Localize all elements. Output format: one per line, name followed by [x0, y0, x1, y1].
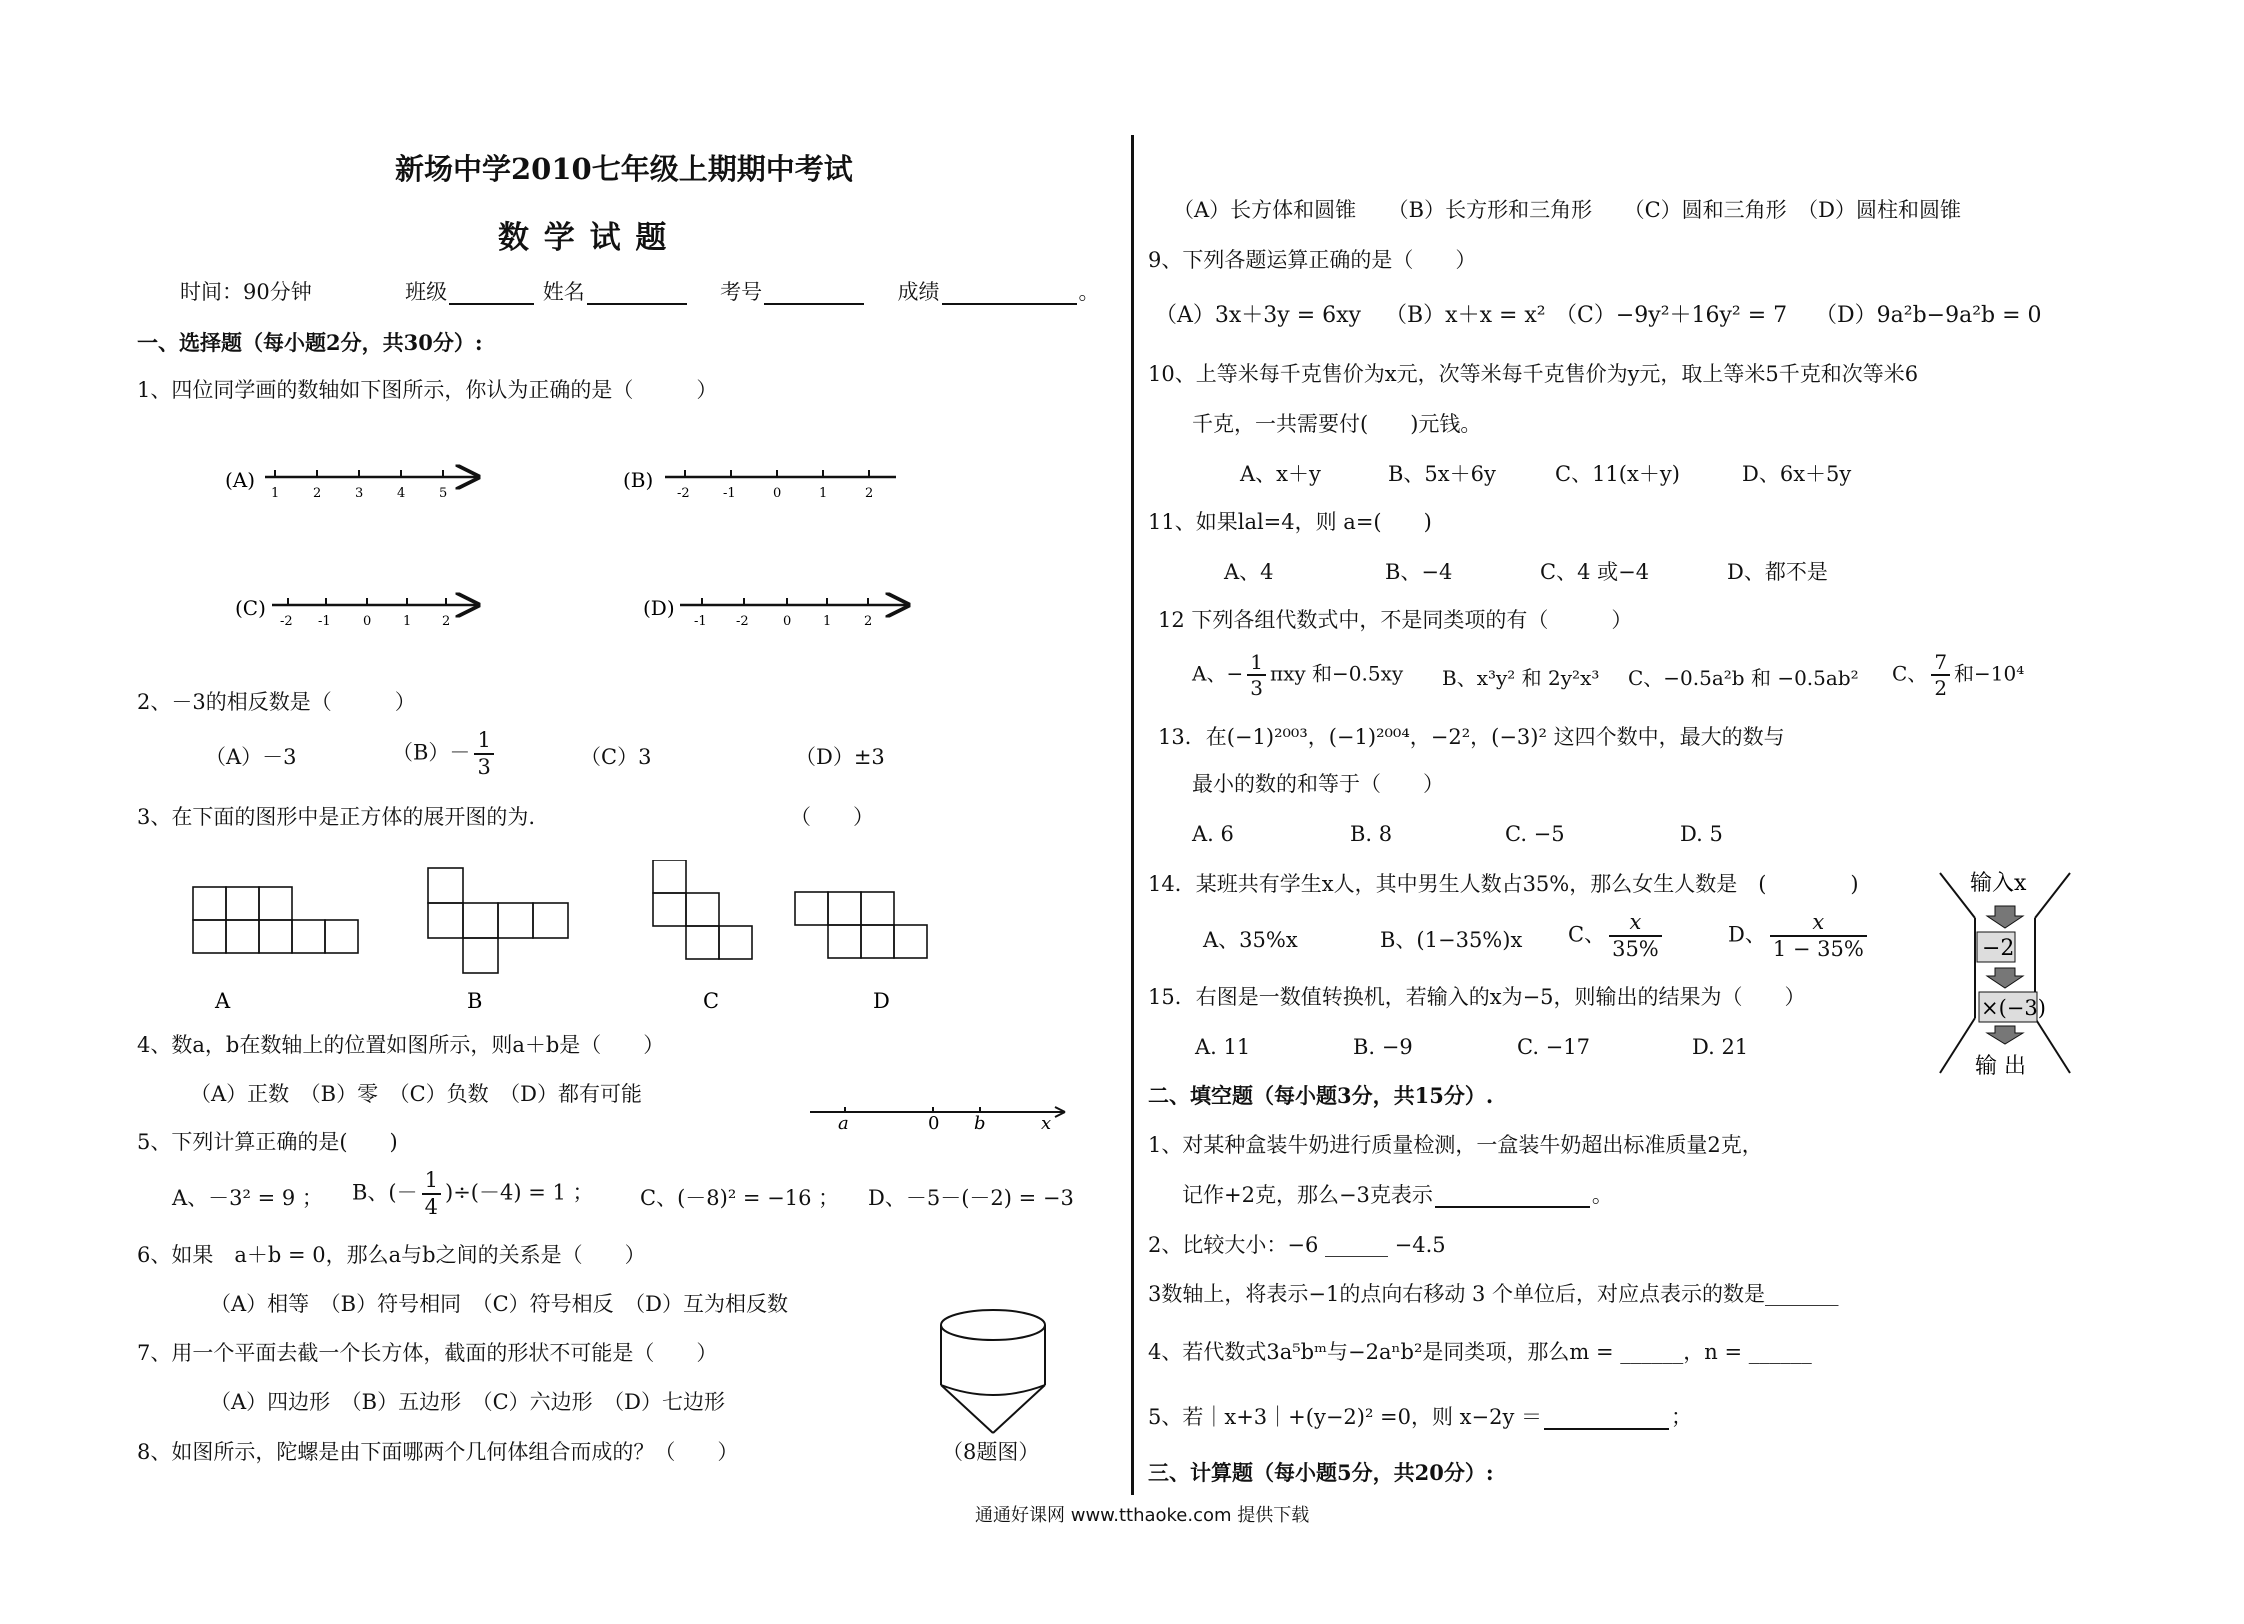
machine-step2: ×(−3) — [1981, 996, 2046, 1020]
number-label: 考号 — [720, 280, 763, 304]
q14-option-a: A、35%x — [1203, 928, 1298, 952]
q3-net-b — [428, 868, 568, 973]
q7-options: （A）四边形 （B）五边形 （C）六边形 （D）七边形 — [210, 1390, 726, 1414]
q3-label-d: D — [873, 989, 890, 1013]
q10-option-d: D、6x＋5y — [1742, 462, 1852, 486]
q11-option-c: C、4 或−4 — [1540, 560, 1650, 584]
class-label: 班级 — [405, 280, 448, 304]
q10-stem-line1: 10、上等米每千克售价为x元，次等米每千克售价为y元，取上等米5千克和次等米6 — [1148, 362, 1919, 386]
info-end: 。 — [1078, 280, 1100, 304]
q1-number-lines — [220, 455, 950, 635]
q1-d-label: (D) — [643, 596, 675, 620]
q10-option-b: B、5x＋6y — [1388, 462, 1496, 486]
q1-stem: 1、四位同学画的数轴如下图所示，你认为正确的是（ ） — [137, 378, 718, 402]
q13-option-a: A. 6 — [1192, 822, 1234, 846]
name-blank[interactable] — [587, 281, 687, 305]
q12-option-b: B、x³y² 和 2y²x³ — [1442, 666, 1600, 690]
q4-options: （A）正数 （B）零 （C）负数 （D）都有可能 — [190, 1082, 643, 1106]
q1-c-ticks — [280, 598, 450, 629]
q6-stem: 6、如果 a＋b = 0，那么a与b之间的关系是（ ） — [137, 1243, 646, 1267]
svg-text:4: 4 — [397, 486, 406, 501]
q4-stem: 4、数a，b在数轴上的位置如图所示，则a＋b是（ ） — [137, 1033, 665, 1057]
svg-text:1: 1 — [823, 614, 832, 629]
name-label: 姓名 — [542, 280, 585, 304]
q2-option-a: （A）－3 — [205, 745, 297, 769]
q13-option-c: C. −5 — [1505, 822, 1565, 846]
q9-option-a: （A）3x＋3y = 6xy — [1155, 303, 1361, 328]
section-2-heading: 二、填空题（每小题3分，共15分）. — [1148, 1083, 1494, 1108]
q12-option-c: C、−0.5a²b 和 −0.5ab² — [1628, 666, 1859, 690]
svg-text:0: 0 — [783, 614, 792, 629]
svg-text:-2: -2 — [736, 614, 749, 629]
svg-text:-2: -2 — [677, 486, 690, 501]
q11-option-a: A、4 — [1224, 560, 1274, 584]
q14-option-d: D、 $\frac{x}{1 - 35\%}$ — [1728, 910, 1871, 962]
svg-text:-1: -1 — [318, 614, 331, 629]
q9-option-b: （B）x＋x = x² — [1385, 303, 1546, 328]
q15-option-d: D. 21 — [1692, 1035, 1749, 1059]
svg-text:2: 2 — [313, 486, 322, 501]
q9-option-c: （C）−9y²＋16y² = 7 — [1555, 303, 1788, 328]
svg-text:-2: -2 — [280, 614, 293, 629]
q1-b-ticks — [677, 470, 873, 501]
machine-output-label: 输 出 — [1975, 1054, 2026, 1079]
svg-text:0: 0 — [363, 614, 372, 629]
q3-cube-nets — [185, 860, 935, 1020]
q1-c-label: (C) — [235, 596, 266, 620]
fill-1-line2: 记作+2克，那么−3克表示 。 — [1182, 1183, 1613, 1207]
svg-text:-1: -1 — [694, 614, 707, 629]
svg-text:-1: -1 — [723, 486, 736, 501]
exam-info-row — [180, 280, 1100, 305]
q3-stem: 3、在下面的图形中是正方体的展开图的为. — [137, 805, 536, 829]
q3-net-c — [653, 860, 752, 959]
q3-net-d — [795, 892, 927, 958]
q8-caption: （8题图） — [942, 1440, 1040, 1464]
q7-stem: 7、用一个平面去截一个长方体，截面的形状不可能是（ ） — [137, 1341, 718, 1365]
q5-stem: 5、下列计算正确的是( ) — [137, 1130, 398, 1154]
q10-stem-line2: 千克，一共需要付( )元钱。 — [1192, 412, 1482, 436]
q3-label-c: C — [703, 989, 720, 1013]
page-footer: 通通好课网 www.tthaoke.com 提供下载 — [975, 1505, 1310, 1526]
q13-stem-line2: 最小的数的和等于（ ） — [1192, 772, 1444, 796]
section-1-heading: 一、选择题（每小题2分，共30分）: — [137, 330, 483, 355]
q9-stem: 9、下列各题运算正确的是（ ） — [1148, 248, 1477, 272]
q6-options: （A）相等 （B）符号相同 （C）符号相反 （D）互为相反数 — [210, 1292, 789, 1316]
q2-option-c: （C）3 — [580, 745, 652, 769]
q13-stem-line1: 13．在(−1)²⁰⁰³，(−1)²⁰⁰⁴，−2²，(−3)² 这四个数中，最大的数与 — [1158, 725, 1785, 749]
q13-option-b: B. 8 — [1350, 822, 1393, 846]
q14-option-b: B、(1−35%)x — [1380, 928, 1523, 952]
class-blank[interactable] — [449, 281, 534, 305]
section-3-heading: 三、计算题（每小题5分，共20分）: — [1148, 1460, 1494, 1485]
svg-text:2: 2 — [442, 614, 451, 629]
machine-step1: −2 — [1982, 936, 2015, 961]
q12-stem: 12 下列各组代数式中，不是同类项的有（ ） — [1158, 608, 1633, 632]
fill-1-line1: 1、对某种盒装牛奶进行质量检测，一盒装牛奶超出标准质量2克， — [1148, 1133, 1763, 1157]
q12-option-a: A、− $\frac{1}{3}$ πxy 和−0.5xy — [1192, 650, 1404, 700]
number-blank[interactable] — [764, 281, 864, 305]
q9-option-d: （D）9a²b−9a²b = 0 — [1815, 303, 2042, 328]
q2-option-b: （B）－ $\frac{1}{3}$ — [392, 728, 498, 780]
q13-option-d: D. 5 — [1680, 822, 1723, 846]
q2-stem: 2、－3的相反数是（ ） — [137, 690, 416, 714]
svg-text:1: 1 — [271, 486, 280, 501]
q15-option-a: A. 11 — [1195, 1035, 1251, 1059]
q4-axis-zero: 0 — [928, 1113, 940, 1134]
q5-option-b: B、(－ $\frac{1}{4}$ )÷(－4) = 1 ； — [352, 1168, 594, 1220]
exam-title: 新场中学2010七年级上期期中考试 — [395, 152, 853, 186]
q11-option-d: D、都不是 — [1727, 560, 1828, 584]
q1-a-label: (A) — [225, 468, 256, 492]
svg-text:2: 2 — [865, 486, 874, 501]
q3-label-a: A — [215, 989, 231, 1013]
fill-2: 2、比较大小：−6 ______ −4.5 — [1148, 1233, 1446, 1257]
score-label: 成绩 — [897, 280, 940, 304]
q8-options: （A）长方体和圆锥 （B）长方形和三角形 （C）圆和三角形 （D）圆柱和圆锥 — [1173, 198, 1961, 222]
exam-subtitle: 数 学 试 题 — [498, 220, 669, 256]
machine-input-label: 输入x — [1970, 871, 2027, 896]
q14-stem: 14．某班共有学生x人，其中男生人数占35%，那么女生人数是 ( ) — [1148, 872, 1859, 896]
fill-5: 5、若｜x+3｜+(y−2)² =0，则 x−2y ＝ ； — [1148, 1405, 1693, 1429]
q4-axis-a: a — [838, 1113, 849, 1134]
fill-4: 4、若代数式3a⁵bᵐ与−2aⁿb²是同类项，那么m = ______，n = ______ — [1148, 1340, 1812, 1364]
svg-text:0: 0 — [773, 486, 782, 501]
score-blank[interactable] — [942, 281, 1077, 305]
q4-number-line — [805, 1095, 1095, 1135]
q10-option-a: A、x＋y — [1240, 462, 1321, 486]
q15-option-c: C. −17 — [1517, 1035, 1590, 1059]
q10-option-c: C、11(x＋y) — [1555, 462, 1680, 486]
svg-text:5: 5 — [439, 486, 448, 501]
q5-option-a: A、－3² = 9 ； — [172, 1186, 323, 1210]
column-divider — [1131, 135, 1134, 1495]
q1-d-ticks — [694, 598, 872, 629]
q15-conversion-machine — [1935, 868, 2075, 1080]
q8-top-figure — [930, 1305, 1060, 1445]
q15-stem: 15．右图是一数值转换机，若输入的x为−5，则输出的结果为（ ） — [1148, 985, 1806, 1009]
q4-axis-b: b — [974, 1113, 986, 1134]
fill-5-blank[interactable] — [1544, 1406, 1669, 1430]
fill-1-blank[interactable] — [1435, 1184, 1590, 1208]
q2-option-d: （D）±3 — [795, 745, 885, 769]
q8-stem: 8、如图所示，陀螺是由下面哪两个几何体组合而成的？（ ） — [137, 1440, 739, 1464]
q11-stem: 11、如果lal=4，则 a=( ) — [1148, 510, 1432, 534]
q3-net-a — [193, 887, 358, 953]
q1-b-label: (B) — [623, 468, 654, 492]
q3-paren: （ ） — [790, 805, 874, 829]
svg-text:3: 3 — [355, 486, 364, 501]
q3-label-b: B — [467, 989, 483, 1013]
svg-text:2: 2 — [864, 614, 873, 629]
q12-option-d: C、 $\frac{7}{2}$ 和−10⁴ — [1892, 650, 2025, 700]
svg-text:1: 1 — [403, 614, 412, 629]
q5-option-c: C、(－8)² = −16 ； — [640, 1186, 840, 1210]
q15-option-b: B. −9 — [1353, 1035, 1413, 1059]
svg-text:1: 1 — [819, 486, 828, 501]
fill-3: 3数轴上，将表示−1的点向右移动 3 个单位后，对应点表示的数是_______ — [1148, 1282, 1839, 1306]
q11-option-b: B、−4 — [1385, 560, 1453, 584]
q4-axis-x: x — [1041, 1113, 1052, 1134]
q1-a-ticks — [271, 470, 447, 501]
q5-option-d: D、－5－(－2) = −3 — [868, 1186, 1074, 1210]
time-label: 时间：90分钟 — [180, 280, 312, 304]
q14-option-c: C、 $\frac{x}{35\%}$ — [1568, 910, 1666, 962]
